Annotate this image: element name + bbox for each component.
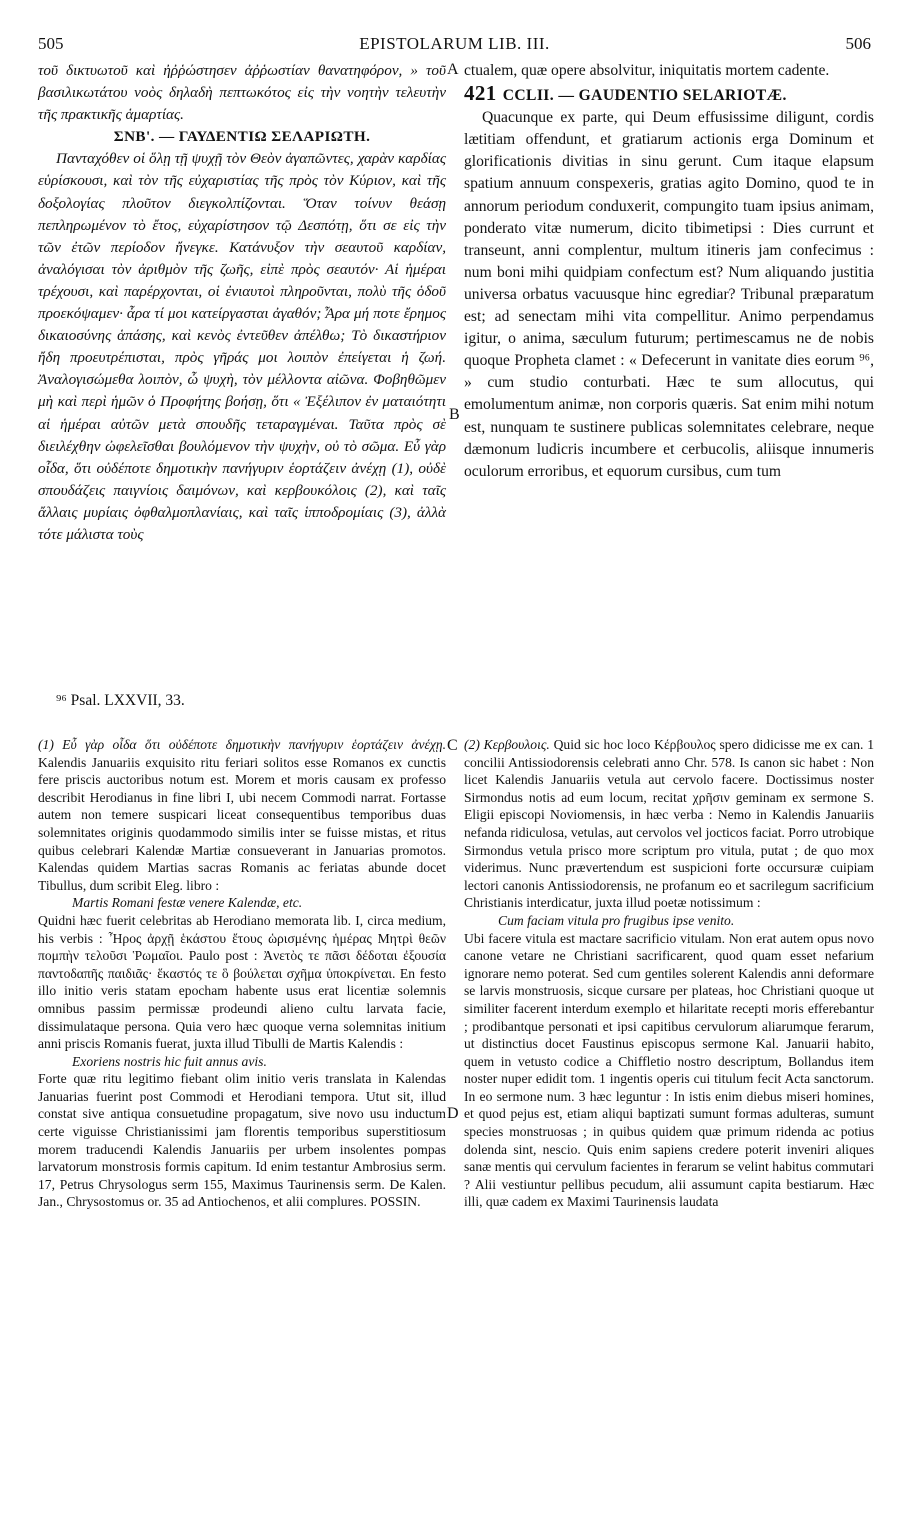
greek-letter-title: ΣΝΒ'. — ΓΑΥΔΕΝΤΙΩ ΣΕΛΑΡΙΩΤΗ.	[113, 128, 371, 146]
footnote-2-text-1: Quid sic hoc loco Κέρβουλος spero didicisse me ex can. 1 concilii Antissiodorensis celebrati anno Chr. 578. Is canon sic habet : Non licet Kalendis Januariis vetula aut cervolo facere. Doctissimus noster Sirmondus notis ad eum locum, recitat χρῆσιν geminam ex sermone S. Eligii episcopi Noviomensis, in hæc verba : Nemo in Kalendis Januariis nefanda ridiculosa, vetulas, aut cervolos vel jocticos faciat. Porro utrobique Sirmondus vetula prisco more scriptum pro vitula, putat ; de quo mox viderimus. Nunc prævertendum est suspicioni forte occursuræ cuipiam lectori canonis Antissiodorensis, ne profanum eo et sacrilegum sacrificium Christianis interdicatur, juxta illud poetæ notissimum :	[464, 737, 874, 911]
latin-letter-heading	[464, 82, 874, 107]
column-number: 421	[464, 81, 497, 106]
footnote-2-lead: (2) Κερβουλοις.	[464, 737, 550, 752]
latin-continuation: ctualem, quæ opere absolvitur, iniquitatis mortem cadente.	[464, 62, 830, 79]
footnote-1-lead: (1) Εὖ γὰρ οἶδα ὅτι οὐδέποτε δημοτικὴν πανήγυριν ἑορτάζειν ἀνέχῃ.	[38, 737, 446, 752]
footnote-1-text-2: Quidni hæc fuerit celebritas ab Herodiano memorata lib. I, circa medium, his verbis : Ἦρος ἀρχῇ ἑκάστου ἔτους ὡρισμένης ἡμέρας Μητρὶ θεῶν πομπὴν τελοῦσι Ῥωμαῖοι. Paulo post : Ἀνετὸς τε πᾶσι δέδοται ἐξουσία παντοδαπῆς παιδιᾶς· ἕκαστός τε ὃ βούλεται σχῆμα ὑποκρίνεται. En festo illo initio veris statam epocham habente usus erat licentiæ solemnis omnibus passim permissæ prodeundi alieno cultu larvata facie, dissimulataque persona. Quia vero hæc quoque verna solemnitas initium anni priscis Romanis fuerat, juxta illud Tibulli de Martis Kalendis :	[38, 912, 446, 1052]
margin-letter-a: A	[447, 61, 459, 78]
page-number-right: 506	[845, 34, 871, 53]
scripture-reference: ⁹⁶ Psal. LXXVII, 33.	[56, 692, 185, 709]
footnote-2-text-2: Ubi facere vitula est mactare sacrificio vitulam. Non erat autem opus novo canone vetare ne Christiani sacrificarent, quod quam esset nefarium ignorare nemo poterat. Sed cum gentiles solerent Kalendis anni deformare se larvis monstruosis, sicque cursare per plateas, hoc Christiani quoque ut similiter facerent interdum exemplo et hilaritate recepti moris efferebantur ; prodibantque personati et ipsi capitibus cervulorum aliarumque ferarum, ut distinctius docet Faustinus episcopus sermone Kal. Januarii habito, quem in vetusto codice a Chiffletio nostro descriptum, Bollandus item noster nuper edidit tom. 1 ingentis operis cui titulum fecit Acta sanctorum. In eo sermone num. 3 hæc leguntur : In istis enim diebus miseri homines, et quod pejus est, etiam aliqui baptizati sumunt formas adulteras, sumunt species monstruosas ; in quibus quidem quæ primum ridenda ac potius dolenda sint, nescio. Quis enim sapiens credere poterit inveniri aliques sanæ mentis qui cervulum facientes in ferarum se velint habitus commutari ? Alii vestiuntur pellibus pecudum, alii assumunt capita bestiarum. Hæc illi, quæ cadem ex Maximi Taurinensis laudata	[464, 930, 874, 1210]
page-number-left: 505	[38, 34, 64, 53]
margin-letter-d: D	[447, 1105, 459, 1122]
footnote-1-paragraph	[38, 736, 446, 894]
margin-letter-b: B	[449, 406, 460, 423]
greek-continuation: τοῦ δικτυωτοῦ καὶ ἠῤῥώστησεν ἀῤῥωστίαν θανατηφόρον, » τοῦ βασιλικωτάτου νοὸς δηλαδὴ πεπτωκότος εἰς τὴν νοητὴν τελευτὴν τῆς πρακτικῆς ἁμαρτίας.	[38, 62, 446, 124]
greek-column	[38, 60, 446, 546]
footnote-1-verse-2: Exoriens nostris hic fuit annus avis.	[72, 1053, 267, 1069]
latin-letter-title: CCLII. — GAUDENTIO SELARIOTÆ.	[502, 87, 787, 105]
footnote-1-text-1: Kalendis Januariis exquisito ritu feriari solitos esse Romanos ex cunctis fere priscis auctoribus notum est. Morem et moris causam ex professo describit Herodianus in fine libri I, ubi necem Commodi narrat. Fortasse autem non temere suspicari liceat consequentibus temporibus duas solemnitates originis quodammodo similis inter se fuisse mistas, et ritus quibus celebrari Kalendæ Martiæ consueverant in Januarias promotos. Kalendas quidem Martias sacras Romanis ac feriatas abunde docet Tibullus, dum scribit Eleg. libro :	[38, 754, 446, 893]
running-header	[38, 34, 871, 56]
footnote-2-verse-1: Cum faciam vitula pro frugibus ipse venito.	[498, 912, 735, 928]
footnote-1	[38, 736, 446, 1211]
footnote-1-text-3: Forte quæ ritu legitimo fiebant olim initio veris translata in Kalendas Januarias fuerint post Commodi et Herodiani tempora. Utut sit, illud constat sive antiqua consuetudine propagatum, sive novo usu inductum certe viguisse Christianissimi jam florentis temporibus superstitiosum morem traducendi Kalendis Januariis per urbem insolentes pompas larvatorum monstrosis formis capitum. Id enim testantur Ambrosius serm. 17, Petrus Chrysologus serm 155, Maximus Taurinensis serm. De Kalen. Jan., Chrysostomus or. 35 ad Antiochenos, et alii complures. POSSIN.	[38, 1071, 446, 1210]
footnote-2-paragraph	[464, 736, 874, 912]
latin-column	[464, 60, 874, 483]
margin-letter-c: C	[447, 737, 458, 754]
running-title: EPISTOLARUM LIB. III.	[359, 34, 550, 53]
footnote-1-verse-1: Martis Romani festæ venere Kalendæ, etc.	[72, 895, 303, 911]
latin-letter-body: Quacunque ex parte, qui Deum effusissime diligunt, cordis lætitiam offendunt, et gratiarum actionis erga Dominum et glorificationis divitias in sinu gerunt. Cum itaque elapsum spatium annuum conspexeris, gratias agito Domino, quod te in annorum periodum conduxerit, compungito tuam ipsius animam, ponderato vitæ numerum, dicito tibimetipsi : Dies currunt et transeunt, anni complentur, multum itineris jam confecimus : num boni mihi quidpiam confectum est? Num aliquando justitia universa orbatus vacuusque hinc egrediar? Tribunal præparatum est; ad senectam mihi vita compellitur. Animo perpendamus igitur, o anima, sæculum futurum; pertimescamus ne de nobis quoque Propheta clamet : « Defecerunt in vanitate dies eorum ⁹⁶, » cum studio conturbati. Hæc te sum allocutus, qui emolumentum animæ, non corporis quæris. Sat enim mihi notum est, nunquam te sustinere publicas solemnitates celebrare, neque dæmonum ludicris incumbere et cerbucolis, aliisque innumeris oculorum erroribus, et equorum cursibus, cum tum	[464, 109, 874, 480]
footnote-2	[464, 736, 874, 1211]
greek-letter-body: Πανταχόθεν οἱ ὅλῃ τῇ ψυχῇ τὸν Θεὸν ἀγαπῶντες, χαρὰν καρδίας εὑρίσκουσι, καὶ τὸν τῆς εὐχαριστίας τῆς πρὸς τὸν Κύριον, καὶ τῆς δοξολογίας πλοῦτον διεγκολπίζονται. Ὅταν τοίνυν θεάσῃ πεπληρωμένον τὸ ἔτος, εὐχαρίστησον τῷ Δεσπότῃ, ὅτι σε εἰς τὴν τῶν ἐτῶν περίοδον ἤνεγκε. Κατάνυξον τὴν σεαυτοῦ καρδίαν, ἀναλόγισαι τὸν ἀριθμὸν τῆς ζωῆς, εἰπὲ πρὸς σεαυτόν· Αἱ ἡμέραι τρέχουσι, καὶ παρέρχονται, οἱ ἐνιαυτοὶ πληροῦνται, πολὺ τῆς ὁδοῦ προεκόψαμεν· ἆρα τί μοι κατείργασται ἀγαθόν; Ἆρα μή ποτε ἔρημος δικαιοσύνης ἁπάσης, καὶ κενὸς ἐντεῦθεν ἀπέλθω; Τὸ δικαστήριον ἤδη προευτρέπισται, πρὸς γῆράς μοι λοιπὸν ἐπείγεται ἡ ζωή. Ἀναλογισώμεθα λοιπὸν, ὦ ψυχὴ, τὸν μέλλοντα αἰῶνα. Φοβηθῶμεν μὴ καὶ περὶ ἡμῶν ὁ Προφήτης βοήσῃ, ὅτι « Ἐξέλιπον ἐν ματαιότητι αἱ ἡμέραι αὐτῶν μετὰ σπουδῆς τεταραγμέναι. Ταῦτα πρὸς σὲ διειλέχθην ὠφελεῖσθαι βουλόμενον τὴν ψυχὴν, οὐ τὸ σῶμα. Εὖ γὰρ οἶδα, ὅτι οὐδέποτε δημοτικὴν πανήγυριν ἑορτάζειν ἀνέχῃ (1), οὐδὲ σπουδάζεις παιγνίοις δαιμόνων, καὶ κερβουκόλοις (2), καὶ ταῖς ἄλλαις μυρίαις ὀφθαλμοπλανίαις, καὶ ταῖς ἱπποδρομίαις (3), ἀλλὰ τότε μάλιστα τοὺς	[38, 150, 446, 543]
